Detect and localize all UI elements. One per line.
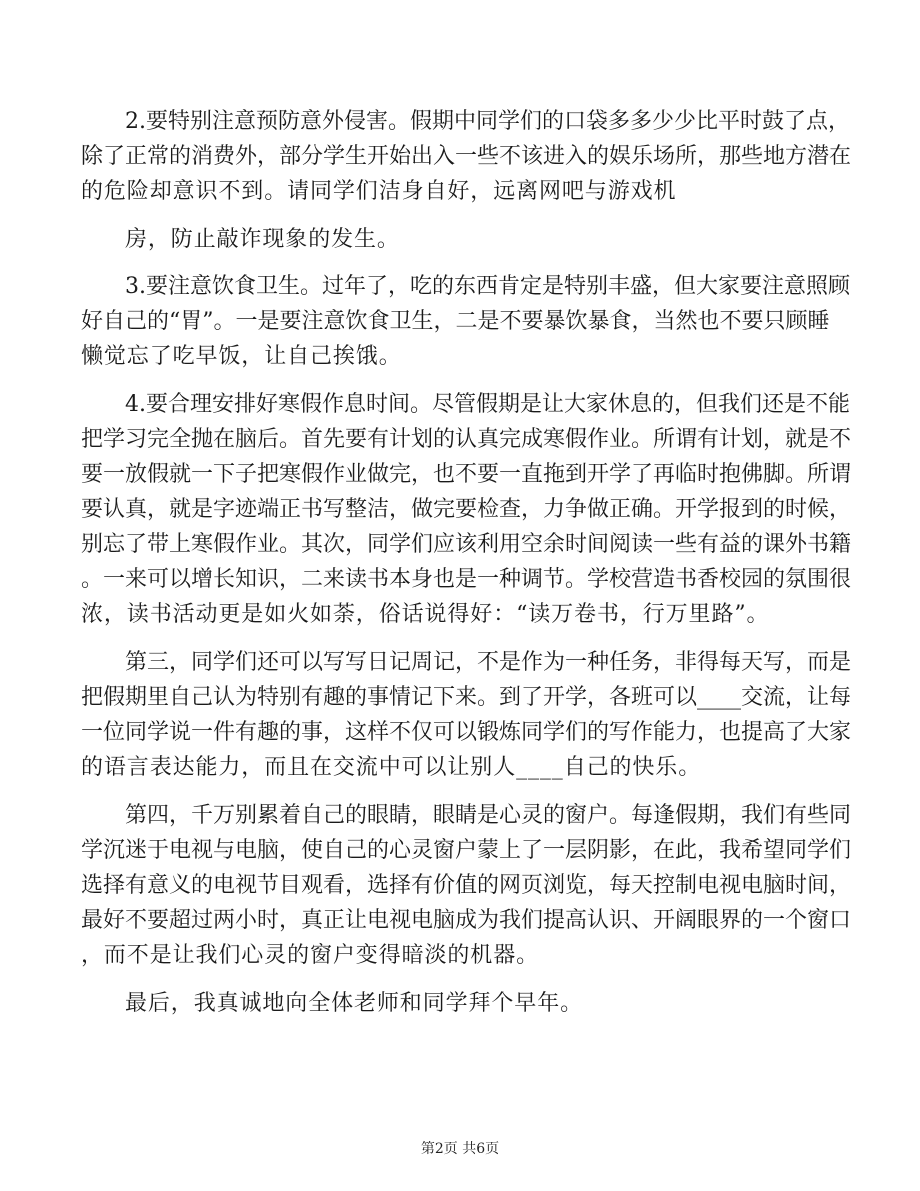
paragraph-line: 第三，同学们还可以写写日记周记，不是作为一种任务，非得每天写，而是 <box>125 650 852 675</box>
paragraph-line: 。一来可以增长知识，二来读书本身也是一种调节。学校营造书香校园的氛围很 <box>81 567 852 592</box>
paragraph-line: 的危险却意识不到。请同学们洁身自好，远离网吧与游戏机 <box>81 179 677 204</box>
paragraph-line: 一位同学说一件有趣的事，这样不仅可以锻炼同学们的写作能力，也提高了大家 <box>81 720 852 745</box>
paragraph-line: 的语言表达能力，而且在交流中可以让别人____自己的快乐。 <box>81 755 702 780</box>
paragraph-line: 要一放假就一下子把寒假作业做完，也不要一直拖到开学了再临时抱佛脚。所谓 <box>81 462 852 487</box>
paragraph-line: 要认真，就是字迹端正书写整洁，做完要检查，力争做正确。开学报到的时候， <box>81 497 852 522</box>
paragraph-line: 选择有意义的电视节目观看，选择有价值的网页浏览，每天控制电视电脑时间， <box>81 873 852 898</box>
page-number-footer: 第2页 共6页 <box>420 1141 500 1157</box>
paragraph-line: 最好不要超过两小时，真正让电视电脑成为我们提高认识、开阔眼界的一个窗口 <box>81 908 852 933</box>
paragraph-line: 懒觉忘了吃早饭，让自己挨饿。 <box>81 344 402 369</box>
paragraph-line: 浓，读书活动更是如火如荼，俗话说得好：“读万卷书，行万里路”。 <box>81 602 770 627</box>
paragraph-line: ，而不是让我们心灵的窗户变得暗淡的机器。 <box>81 943 540 968</box>
paragraph-line: 第四，千万别累着自己的眼睛，眼睛是心灵的窗户。每逢假期，我们有些同 <box>125 803 852 828</box>
paragraph-line: 好自己的“胃”。一是要注意饮食卫生，二是不要暴饮暴食，当然也不要只顾睡 <box>81 309 830 334</box>
paragraph-line: 2.要特别注意预防意外侵害。假期中同学们的口袋多多少少比平时鼓了点， <box>125 109 850 134</box>
paragraph-line: 把假期里自己认为特别有趣的事情记下来。到了开学，各班可以____交流，让每 <box>81 685 852 710</box>
paragraph-line: 别忘了带上寒假作业。其次，同学们应该利用空余时间阅读一些有益的课外书籍 <box>81 532 852 557</box>
paragraph-line: 4.要合理安排好寒假作息时间。尽管假期是让大家休息的，但我们还是不能 <box>125 392 850 417</box>
paragraph-line: 除了正常的消费外，部分学生开始出入一些不该进入的娱乐场所，那些地方潜在 <box>81 144 852 169</box>
paragraph-line: 房，防止敲诈现象的发生。 <box>125 227 400 252</box>
paragraph-line: 把学习完全抛在脑后。首先要有计划的认真完成寒假作业。所谓有计划，就是不 <box>81 427 852 452</box>
paragraph-line: 3.要注意饮食卫生。过年了，吃的东西肯定是特别丰盛，但大家要注意照顾 <box>125 274 850 299</box>
paragraph-line: 最后，我真诚地向全体老师和同学拜个早年。 <box>125 991 584 1016</box>
paragraph-line: 学沉迷于电视与电脑，使自己的心灵窗户蒙上了一层阴影，在此，我希望同学们 <box>81 838 852 863</box>
